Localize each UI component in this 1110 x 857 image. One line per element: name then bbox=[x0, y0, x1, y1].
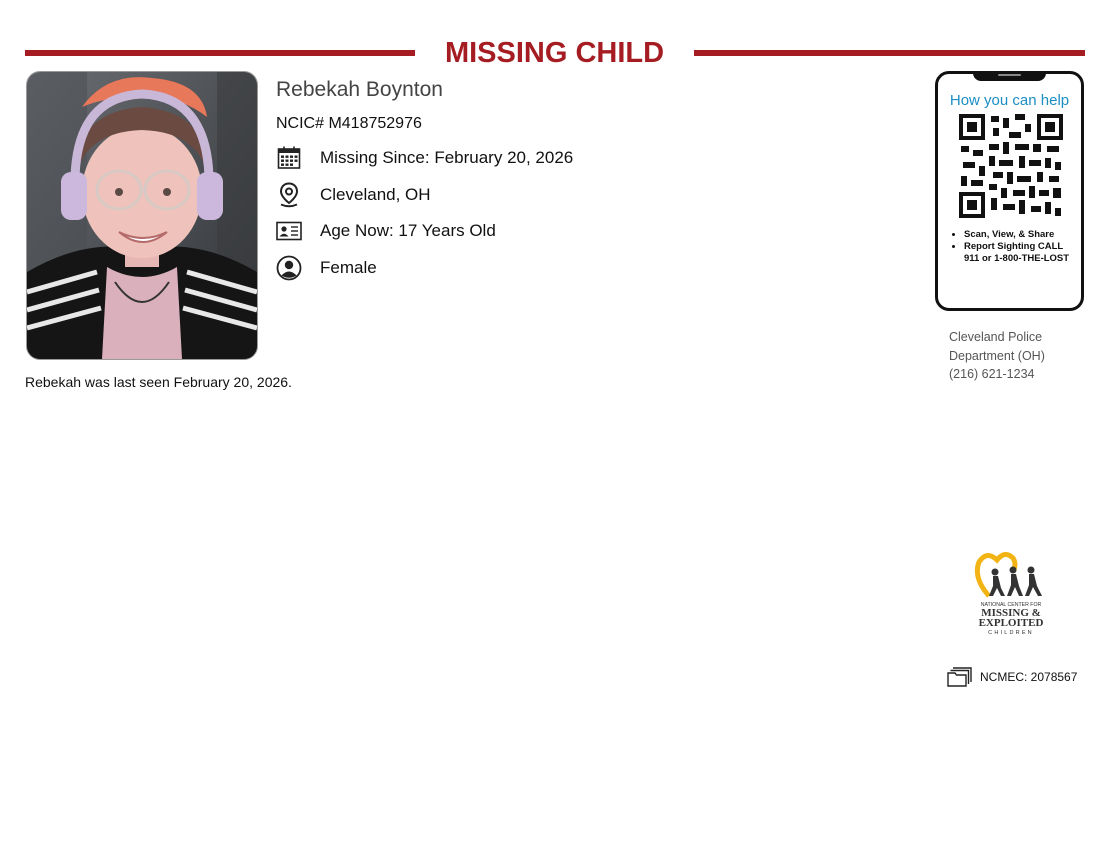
calendar-icon bbox=[276, 145, 302, 171]
help-phone-panel bbox=[935, 71, 1084, 311]
id-card-icon bbox=[276, 218, 302, 244]
logo-line1: NATIONAL CENTER FOR bbox=[980, 602, 1042, 608]
logo-line3: EXPLOITED bbox=[978, 617, 1044, 629]
help-list-item: • Scan, View, & Share bbox=[964, 229, 1074, 241]
logo-line2: MISSING & bbox=[981, 607, 1041, 619]
ncmec-case-number: NCMEC: 2078567 bbox=[980, 670, 1078, 684]
help-list-item: • Report Sighting CALL 911 or 1-800-THE-LOST bbox=[964, 241, 1074, 265]
header-rule-right bbox=[694, 50, 1085, 56]
info-row-age bbox=[276, 217, 496, 245]
ncic-number: NCIC# M418752976 bbox=[276, 115, 422, 132]
person-icon bbox=[276, 255, 302, 281]
case-folders-icon bbox=[947, 667, 973, 687]
help-list bbox=[947, 229, 1074, 265]
agency-contact bbox=[949, 328, 1045, 384]
missing-since-text: Missing Since: February 20, 2026 bbox=[320, 148, 574, 167]
ncmec-case-row bbox=[947, 667, 1077, 687]
qr-code-icon[interactable] bbox=[959, 114, 1063, 218]
header-rule-left bbox=[25, 50, 415, 56]
info-row-missing-since bbox=[276, 144, 574, 172]
child-photo bbox=[26, 71, 258, 360]
age-text: Age Now: 17 Years Old bbox=[320, 221, 496, 240]
phone-notch bbox=[973, 71, 1046, 81]
child-photo-image bbox=[27, 72, 257, 359]
poster-title: MISSING CHILD bbox=[444, 37, 665, 69]
ncmec-logo bbox=[969, 548, 1053, 638]
logo-line4: CHILDREN bbox=[988, 630, 1034, 636]
last-seen-description: Rebekah was last seen February 20, 2026. bbox=[25, 374, 292, 390]
child-name: Rebekah Boynton bbox=[276, 78, 443, 101]
info-row-sex bbox=[276, 254, 377, 282]
location-text: Cleveland, OH bbox=[320, 185, 431, 204]
location-pin-icon bbox=[276, 182, 302, 208]
help-title: How you can help bbox=[949, 92, 1070, 109]
sex-text: Female bbox=[320, 258, 377, 277]
info-row-location bbox=[276, 181, 431, 209]
agency-phone[interactable]: (216) 621-1234 bbox=[949, 367, 1035, 381]
agency-name-line2: Department (OH) bbox=[949, 348, 1045, 363]
agency-name-line1: Cleveland Police bbox=[949, 330, 1043, 344]
